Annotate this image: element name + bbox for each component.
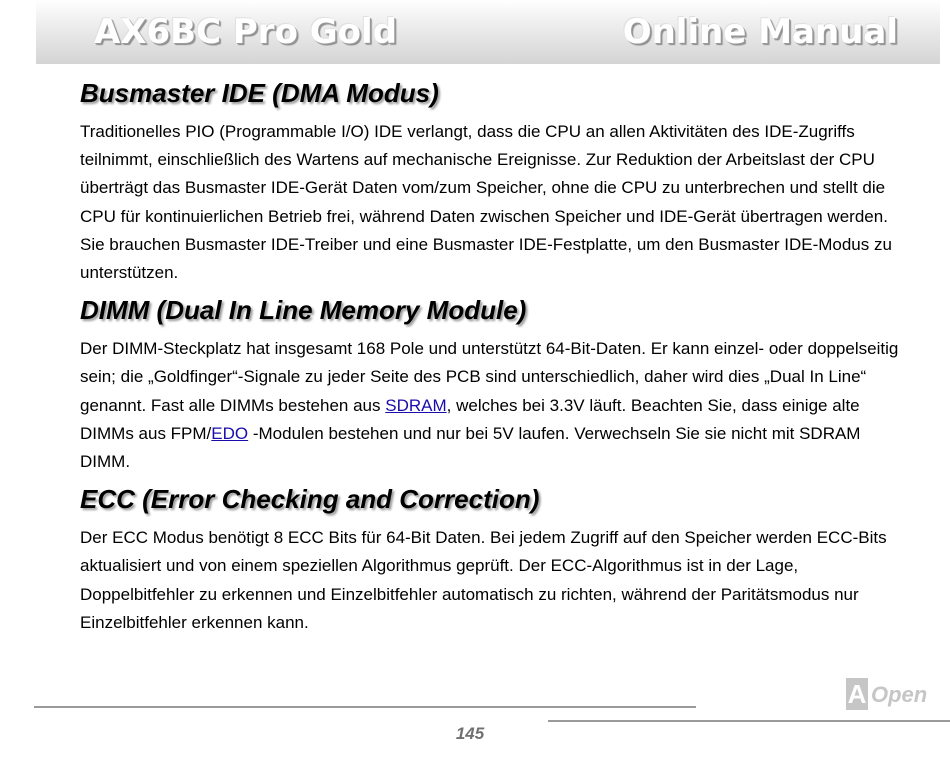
logo-letter-box: A xyxy=(847,679,867,709)
dimm-text-part3: -Modulen bestehen und nur bei 5V laufen. Verwechseln Sie sie nicht mit SDRAM DIMM. xyxy=(80,423,861,472)
section-text-dimm xyxy=(80,335,910,476)
footer-divider-right xyxy=(548,720,950,722)
page-content xyxy=(80,76,910,637)
footer-divider-left xyxy=(34,706,696,708)
logo-wordmark: Open xyxy=(871,682,928,707)
section-text-ecc: Der ECC Modus benötigt 8 ECC Bits für 64-Bit Daten. Bei jedem Zugriff auf den Speicher werden ECC-Bits aktualisiert und von einem speziellen Algorithmus geprüft. Der ECC-Algorithmus ist in der Lage, Doppelbitfehler zu erkennen und Einzelbitfehler automatisch zu richten, während der Paritätsmodus nur Einzelbitfehler erkennen kann. xyxy=(80,528,887,632)
section-text-busmaster: Traditionelles PIO (Programmable I/O) IDE verlangt, dass die CPU an allen Aktivitäten des IDE-Zugriffs teilnimmt, einschließlich des Wartens auf mechanische Ereignisse. Zur Reduktion der Arbeitslast der CPU überträgt das Busmaster IDE-Gerät Daten vom/zum Speicher, ohne die CPU zu unterbrechen und stellt die CPU für kontinuierlichen Betrieb frei, während Daten zwischen Speicher und IDE-Gerät übertragen werden. Sie brauchen Busmaster IDE-Treiber und eine Busmaster IDE-Festplatte, um den Busmaster IDE-Modus zu unterstützen. xyxy=(80,122,892,283)
aopen-logo xyxy=(846,678,936,712)
online-manual-title: Online Manual xyxy=(622,12,898,52)
dimm-text-part2: , welches bei 3.3V läuft. Beachten Sie, dass einige alte DIMMs aus FPM/ xyxy=(80,395,860,443)
header-band xyxy=(36,0,940,64)
section-title-ecc: ECC (Error Checking and Correction) xyxy=(80,484,540,515)
dimm-text-part1: Der DIMM-Steckplatz hat insgesamt 168 Pole und unterstützt 64-Bit-Daten. Er kann einzel- oder doppelseitig sein; die „Goldfinger“-Signale zu jeder Seite des PCB sind unterschiedlich, daher wird dies „Dual In Line“ genannt. Fast alle DIMMs bestehen aus xyxy=(80,339,899,415)
section-title-dimm: DIMM (Dual In Line Memory Module) xyxy=(80,295,527,326)
edo-link[interactable]: EDO xyxy=(211,423,249,443)
sdram-link[interactable]: SDRAM xyxy=(385,395,447,415)
section-title-busmaster: Busmaster IDE (DMA Modus) xyxy=(80,78,439,108)
manual-product-title: AX6BC Pro Gold xyxy=(94,12,398,52)
page-number: 145 xyxy=(455,724,485,743)
